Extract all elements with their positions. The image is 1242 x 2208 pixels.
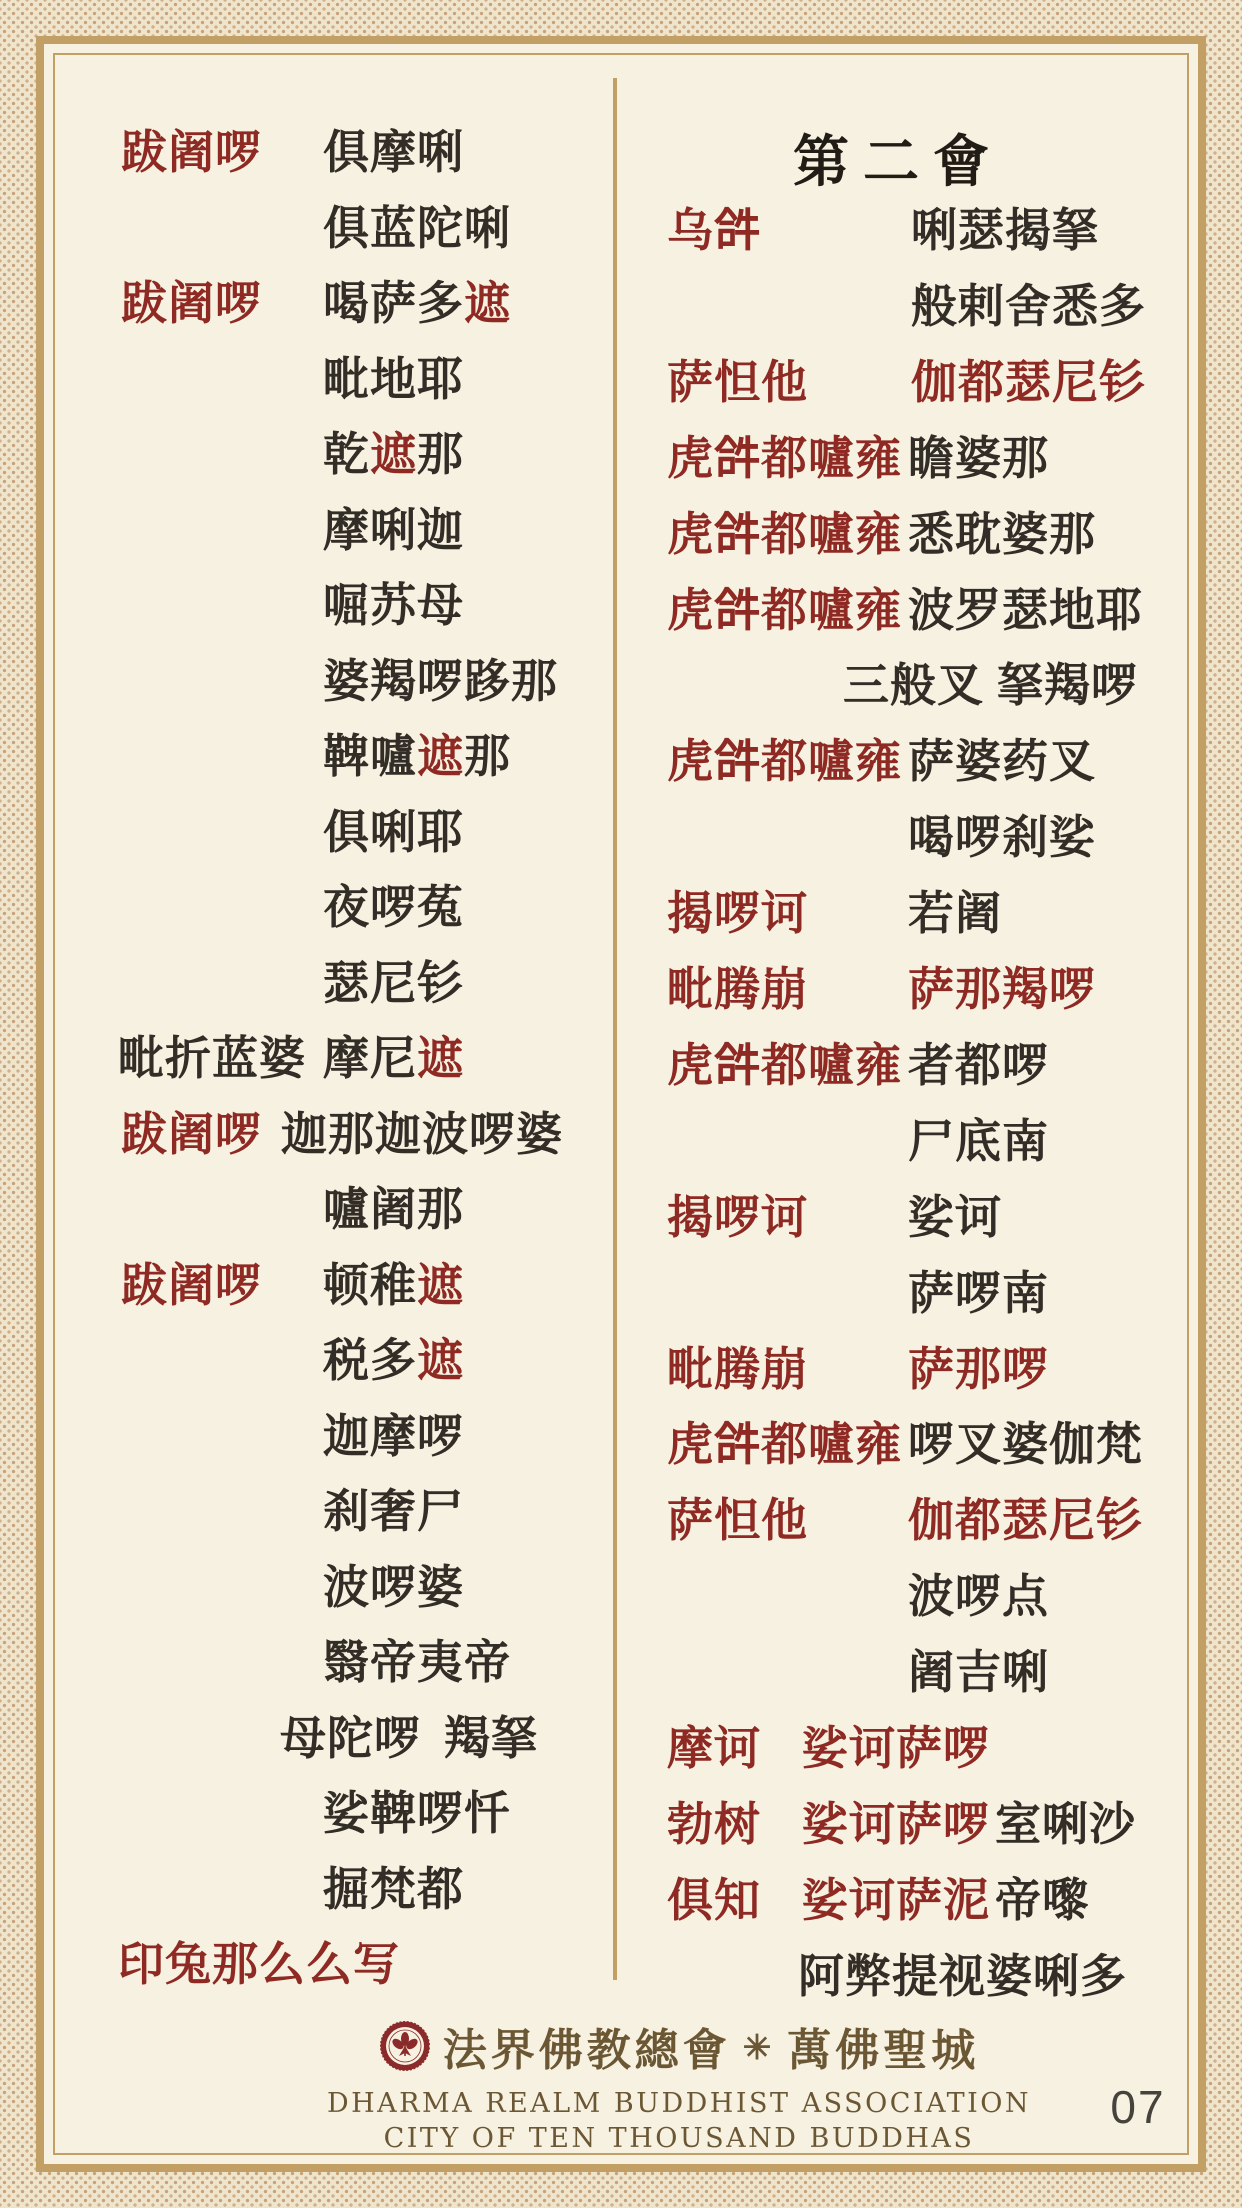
mantra-text: 婆羯啰跢那 <box>323 654 558 708</box>
mantra-segment <box>118 1936 400 1992</box>
mantra-segment <box>323 955 464 1011</box>
mantra-segment <box>323 275 511 331</box>
star-separator-icon: ✳ <box>742 2028 776 2068</box>
mantra-segment <box>121 1257 262 1313</box>
footer-association-name: 法界佛教總會 <box>442 2025 731 2076</box>
mantra-text: 俱蓝陀唎 <box>323 201 511 255</box>
mantra-text: 摩唎迦 <box>323 503 464 557</box>
mantra-text: 娑诃 <box>908 1190 1002 1244</box>
mantra-segment <box>667 506 902 562</box>
mantra-text: 阿弊提视婆唎多 <box>798 1949 1127 2003</box>
mantra-segment <box>908 430 1049 486</box>
mantra-segment <box>908 1265 1049 1321</box>
footer-english-city: CITY OF TEN THOUSAND BUDDHAS <box>383 2123 975 2154</box>
mantra-text-red: 萨那啰 <box>908 1342 1049 1396</box>
mantra-text: 尸底南 <box>908 1114 1049 1168</box>
mantra-text: 那 <box>417 427 464 481</box>
mantra-segment <box>911 278 1146 334</box>
mantra-text-red: 摩诃 <box>667 1721 761 1775</box>
mantra-text-red: 勃树 <box>667 1797 761 1851</box>
mantra-text: 母陀啰 <box>280 1711 421 1765</box>
mantra-text: 税多 <box>323 1333 417 1387</box>
mantra-segment <box>667 1796 761 1852</box>
page-number: 07 <box>1110 2081 1166 2133</box>
mantra-text-red: 毗腾崩 <box>667 1342 808 1396</box>
mantra-text: 瞻婆那 <box>908 431 1049 485</box>
mantra-segment <box>667 733 902 789</box>
mantra-text: 三般叉 <box>843 658 984 712</box>
mantra-segment <box>667 961 808 1017</box>
mantra-segment <box>908 1113 1049 1169</box>
mantra-text: 啒苏母 <box>323 578 464 632</box>
mantra-text: 俱唎耶 <box>323 805 464 859</box>
mantra-segment <box>997 657 1138 713</box>
mantra-text-red: 虎𤙖都嚧雍 <box>667 1038 902 1092</box>
mantra-segment <box>323 1257 464 1313</box>
mantra-text-red: 跋阇啰 <box>121 276 262 330</box>
mantra-segment <box>667 885 808 941</box>
mantra-text: 翳帝夷帝 <box>323 1635 511 1689</box>
mantra-segment <box>323 1785 511 1841</box>
mantra-text: 萨婆药叉 <box>908 734 1096 788</box>
mantra-text: 毗地耶 <box>323 352 464 406</box>
mantra-segment <box>280 1710 421 1766</box>
mantra-text-red: 萨怛他 <box>667 355 808 409</box>
mantra-segment <box>667 1189 808 1245</box>
mantra-text-red: 跋阇啰 <box>121 1258 262 1312</box>
mantra-text: 波罗瑟地耶 <box>908 583 1143 637</box>
mantra-text: 帝嚟 <box>995 1873 1089 1927</box>
mantra-text: 摩尼 <box>323 1031 417 1085</box>
mantra-text: 室唎沙 <box>995 1797 1136 1851</box>
mantra-text: 那 <box>464 729 511 783</box>
mantra-segment <box>908 1492 1143 1548</box>
mantra-segment <box>667 430 902 486</box>
mantra-text: 迦那迦波啰婆 <box>281 1107 563 1161</box>
mantra-text-red: 遮 <box>370 427 417 481</box>
mantra-text: 若阇 <box>908 886 1002 940</box>
mantra-segment <box>323 426 464 482</box>
mantra-text: 啰叉婆伽梵 <box>908 1417 1143 1471</box>
mantra-segment <box>667 1341 808 1397</box>
mantra-text-red: 伽都瑟尼钐 <box>908 1493 1143 1547</box>
footer-city-name: 萬佛聖城 <box>787 2025 980 2076</box>
mantra-segment <box>908 1568 1049 1624</box>
mantra-text-red: 揭啰诃 <box>667 886 808 940</box>
mantra-text: 喝啰刹娑 <box>908 810 1096 864</box>
mantra-text-red: 俱知 <box>667 1873 761 1927</box>
mantra-segment <box>323 124 464 180</box>
mantra-segment <box>908 961 1096 1017</box>
mantra-segment <box>667 1492 808 1548</box>
mantra-segment <box>667 1037 902 1093</box>
mantra-text: 刹奢尸 <box>323 1484 464 1538</box>
column-divider <box>613 78 617 1980</box>
mantra-text: 瑟尼钐 <box>323 956 464 1010</box>
mantra-segment <box>667 1872 761 1928</box>
paper-sheet <box>36 36 1206 2172</box>
mantra-text: 乾 <box>323 427 370 481</box>
footer-english-association: DHARMA REALM BUDDHIST ASSOCIATION <box>326 2088 1032 2119</box>
mantra-text: 拏羯啰 <box>997 658 1138 712</box>
mantra-segment <box>444 1710 538 1766</box>
mantra-text: 般剌舍悉多 <box>911 279 1146 333</box>
mantra-text: 顿稚 <box>323 1258 417 1312</box>
mantra-text-red: 印兔那么么写 <box>118 1937 400 1991</box>
mantra-segment <box>908 1341 1049 1397</box>
mantra-text-red: 乌𤙖 <box>667 203 761 257</box>
mantra-segment <box>995 1872 1089 1928</box>
mantra-segment <box>323 502 464 558</box>
mantra-text-red: 虎𤙖都嚧雍 <box>667 583 902 637</box>
mantra-segment <box>323 1559 464 1615</box>
mantra-text: 掘梵都 <box>323 1862 464 1916</box>
mantra-text-red: 萨怛他 <box>667 1493 808 1547</box>
mantra-text-red: 虎𤙖都嚧雍 <box>667 734 902 788</box>
mantra-text: 唎瑟揭拏 <box>911 203 1099 257</box>
mantra-text: 嚧阇那 <box>323 1182 464 1236</box>
mantra-text-red: 伽都瑟尼钐 <box>911 355 1146 409</box>
mantra-segment <box>802 1720 990 1776</box>
mantra-text-red: 毗腾崩 <box>667 962 808 1016</box>
mantra-segment <box>323 1332 464 1388</box>
mantra-segment <box>323 577 464 633</box>
mantra-segment <box>323 1408 464 1464</box>
mantra-segment <box>323 351 464 407</box>
mantra-segment <box>667 1720 761 1776</box>
mantra-segment <box>323 653 558 709</box>
mantra-segment <box>908 1037 1049 1093</box>
mantra-segment <box>323 1861 464 1917</box>
mantra-segment <box>667 582 902 638</box>
mantra-text-red: 跋阇啰 <box>121 1107 262 1161</box>
mantra-segment <box>911 354 1146 410</box>
mantra-text-red: 遮 <box>464 276 511 330</box>
mantra-text-red: 遮 <box>417 1031 464 1085</box>
mantra-segment <box>323 804 464 860</box>
mantra-segment <box>323 1634 511 1690</box>
mantra-text-red: 娑诃萨泥 <box>802 1873 990 1927</box>
mantra-segment <box>323 1030 464 1086</box>
mantra-segment <box>908 582 1143 638</box>
mantra-text: 阇吉唎 <box>908 1645 1049 1699</box>
mantra-text-red: 跋阇啰 <box>121 125 262 179</box>
mantra-text-red: 虎𤙖都嚧雍 <box>667 1417 902 1471</box>
mantra-segment <box>281 1106 563 1162</box>
dharma-seal-logo <box>379 2020 431 2072</box>
mantra-segment <box>802 1872 990 1928</box>
mantra-text-red: 萨那羯啰 <box>908 962 1096 1016</box>
mantra-segment <box>908 1644 1049 1700</box>
mantra-text: 悉耽婆那 <box>908 507 1096 561</box>
mantra-text-red: 娑诃萨啰 <box>802 1797 990 1851</box>
mantra-segment <box>802 1796 990 1852</box>
mantra-text: 喝萨多 <box>323 276 464 330</box>
mantra-segment <box>908 1189 1002 1245</box>
mantra-segment <box>667 1416 902 1472</box>
mantra-text-red: 遮 <box>417 1333 464 1387</box>
assembly-title: 第二會 <box>793 129 1003 195</box>
mantra-segment <box>121 1106 262 1162</box>
mantra-text-red: 虎𤙖都嚧雍 <box>667 507 902 561</box>
mantra-text-red: 虎𤙖都嚧雍 <box>667 431 902 485</box>
mantra-segment <box>995 1796 1136 1852</box>
mantra-text: 鞞嚧 <box>323 729 417 783</box>
mantra-text: 羯拏 <box>444 1711 538 1765</box>
mantra-segment <box>323 200 511 256</box>
mantra-segment <box>667 202 761 258</box>
mantra-segment <box>908 809 1096 865</box>
mantra-text-red: 揭啰诃 <box>667 1190 808 1244</box>
mantra-segment <box>908 733 1096 789</box>
mantra-text-red: 遮 <box>417 729 464 783</box>
mantra-text: 夜啰菟 <box>323 880 464 934</box>
mantra-segment <box>667 354 808 410</box>
mantra-segment <box>908 885 1002 941</box>
mantra-text: 娑鞞啰忏 <box>323 1786 511 1840</box>
mantra-segment <box>908 1416 1143 1472</box>
mantra-text: 波啰婆 <box>323 1560 464 1614</box>
mantra-segment <box>798 1948 1127 2004</box>
mantra-text: 俱摩唎 <box>323 125 464 179</box>
footer-chinese-line <box>148 2014 1210 2078</box>
mantra-segment <box>323 1483 464 1539</box>
mantra-text-red: 遮 <box>417 1258 464 1312</box>
mantra-text-red: 娑诃萨啰 <box>802 1721 990 1775</box>
mantra-text: 者都啰 <box>908 1038 1049 1092</box>
mantra-text: 波啰点 <box>908 1569 1049 1623</box>
mantra-text: 萨啰南 <box>908 1266 1049 1320</box>
mantra-segment <box>323 1181 464 1237</box>
mantra-text: 毗折蓝婆 <box>118 1031 306 1085</box>
mantra-segment <box>118 1030 306 1086</box>
mantra-segment <box>911 202 1099 258</box>
mantra-segment <box>121 124 262 180</box>
mantra-segment <box>843 657 984 713</box>
mantra-segment <box>323 728 511 784</box>
mantra-segment <box>908 506 1096 562</box>
mantra-text: 迦摩啰 <box>323 1409 464 1463</box>
footer <box>148 2014 1210 2154</box>
mantra-segment <box>121 275 262 331</box>
mantra-segment <box>323 879 464 935</box>
